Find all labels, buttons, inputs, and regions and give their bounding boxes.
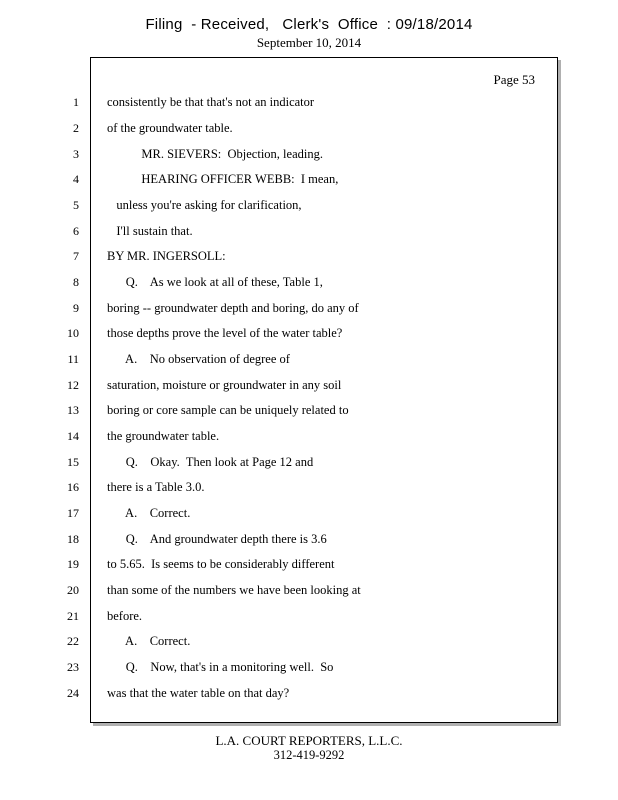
line-number: 3 <box>73 147 79 161</box>
line-number: 9 <box>73 301 79 315</box>
line-text: A. No observation of degree of <box>107 352 290 366</box>
line-number: 14 <box>67 429 79 443</box>
line-text: A. Correct. <box>107 634 191 648</box>
line-number: 20 <box>67 583 79 597</box>
line-number: 7 <box>73 249 79 263</box>
line-number: 6 <box>73 224 79 238</box>
line-text: saturation, moisture or groundwater in any soil <box>107 378 342 392</box>
line-text: unless you're asking for clarification, <box>107 198 302 212</box>
line-text: those depths prove the level of the water table? <box>107 326 343 340</box>
line-text: boring or core sample can be uniquely related to <box>107 403 349 417</box>
line-text: MR. SIEVERS: Objection, leading. <box>107 147 323 161</box>
line-text: of the groundwater table. <box>107 121 233 135</box>
line-text: there is a Table 3.0. <box>107 480 205 494</box>
line-number: 21 <box>67 609 79 623</box>
line-text: HEARING OFFICER WEBB: I mean, <box>107 172 339 186</box>
line-number: 4 <box>73 172 79 186</box>
line-text: Q. As we look at all of these, Table 1, <box>107 275 323 289</box>
line-text: Q. Now, that's in a monitoring well. So <box>107 660 334 674</box>
line-number: 17 <box>67 506 79 520</box>
line-text: I'll sustain that. <box>107 224 193 238</box>
line-text: than some of the numbers we have been looking at <box>107 583 361 597</box>
line-text: BY MR. INGERSOLL: <box>107 249 226 263</box>
line-number: 11 <box>67 352 79 366</box>
line-text: the groundwater table. <box>107 429 220 443</box>
reporter-company: L.A. COURT REPORTERS, L.L.C. <box>215 733 403 748</box>
line-number: 18 <box>67 532 79 546</box>
line-number: 1 <box>73 95 79 109</box>
filing-stamp: Filing - Received, Clerk's Office : 09/18/2014 <box>145 16 473 33</box>
page-number: Page 53 <box>493 72 535 87</box>
line-text: boring -- groundwater depth and boring, do any of <box>107 301 359 315</box>
line-number: 16 <box>67 480 79 494</box>
line-number: 2 <box>73 121 79 135</box>
line-text: Q. Okay. Then look at Page 12 and <box>107 455 314 469</box>
line-number: 15 <box>67 455 79 469</box>
line-text: was that the water table on that day? <box>107 686 290 700</box>
line-number: 23 <box>67 660 79 674</box>
line-number: 13 <box>67 403 79 417</box>
transcript-date: September 10, 2014 <box>256 35 362 50</box>
line-number: 22 <box>67 634 79 648</box>
reporter-phone: 312-419-9292 <box>273 748 345 762</box>
line-number: 24 <box>67 686 79 700</box>
line-number: 10 <box>67 326 79 340</box>
line-number: 5 <box>73 198 79 212</box>
line-number: 8 <box>73 275 79 289</box>
line-number: 12 <box>67 378 79 392</box>
line-number: 19 <box>67 557 79 571</box>
line-text: Q. And groundwater depth there is 3.6 <box>107 532 327 546</box>
line-text: consistently be that that's not an indicator <box>107 95 315 109</box>
line-text: A. Correct. <box>107 506 191 520</box>
line-text: to 5.65. Is seems to be considerably different <box>107 557 335 571</box>
line-text: before. <box>107 609 143 623</box>
